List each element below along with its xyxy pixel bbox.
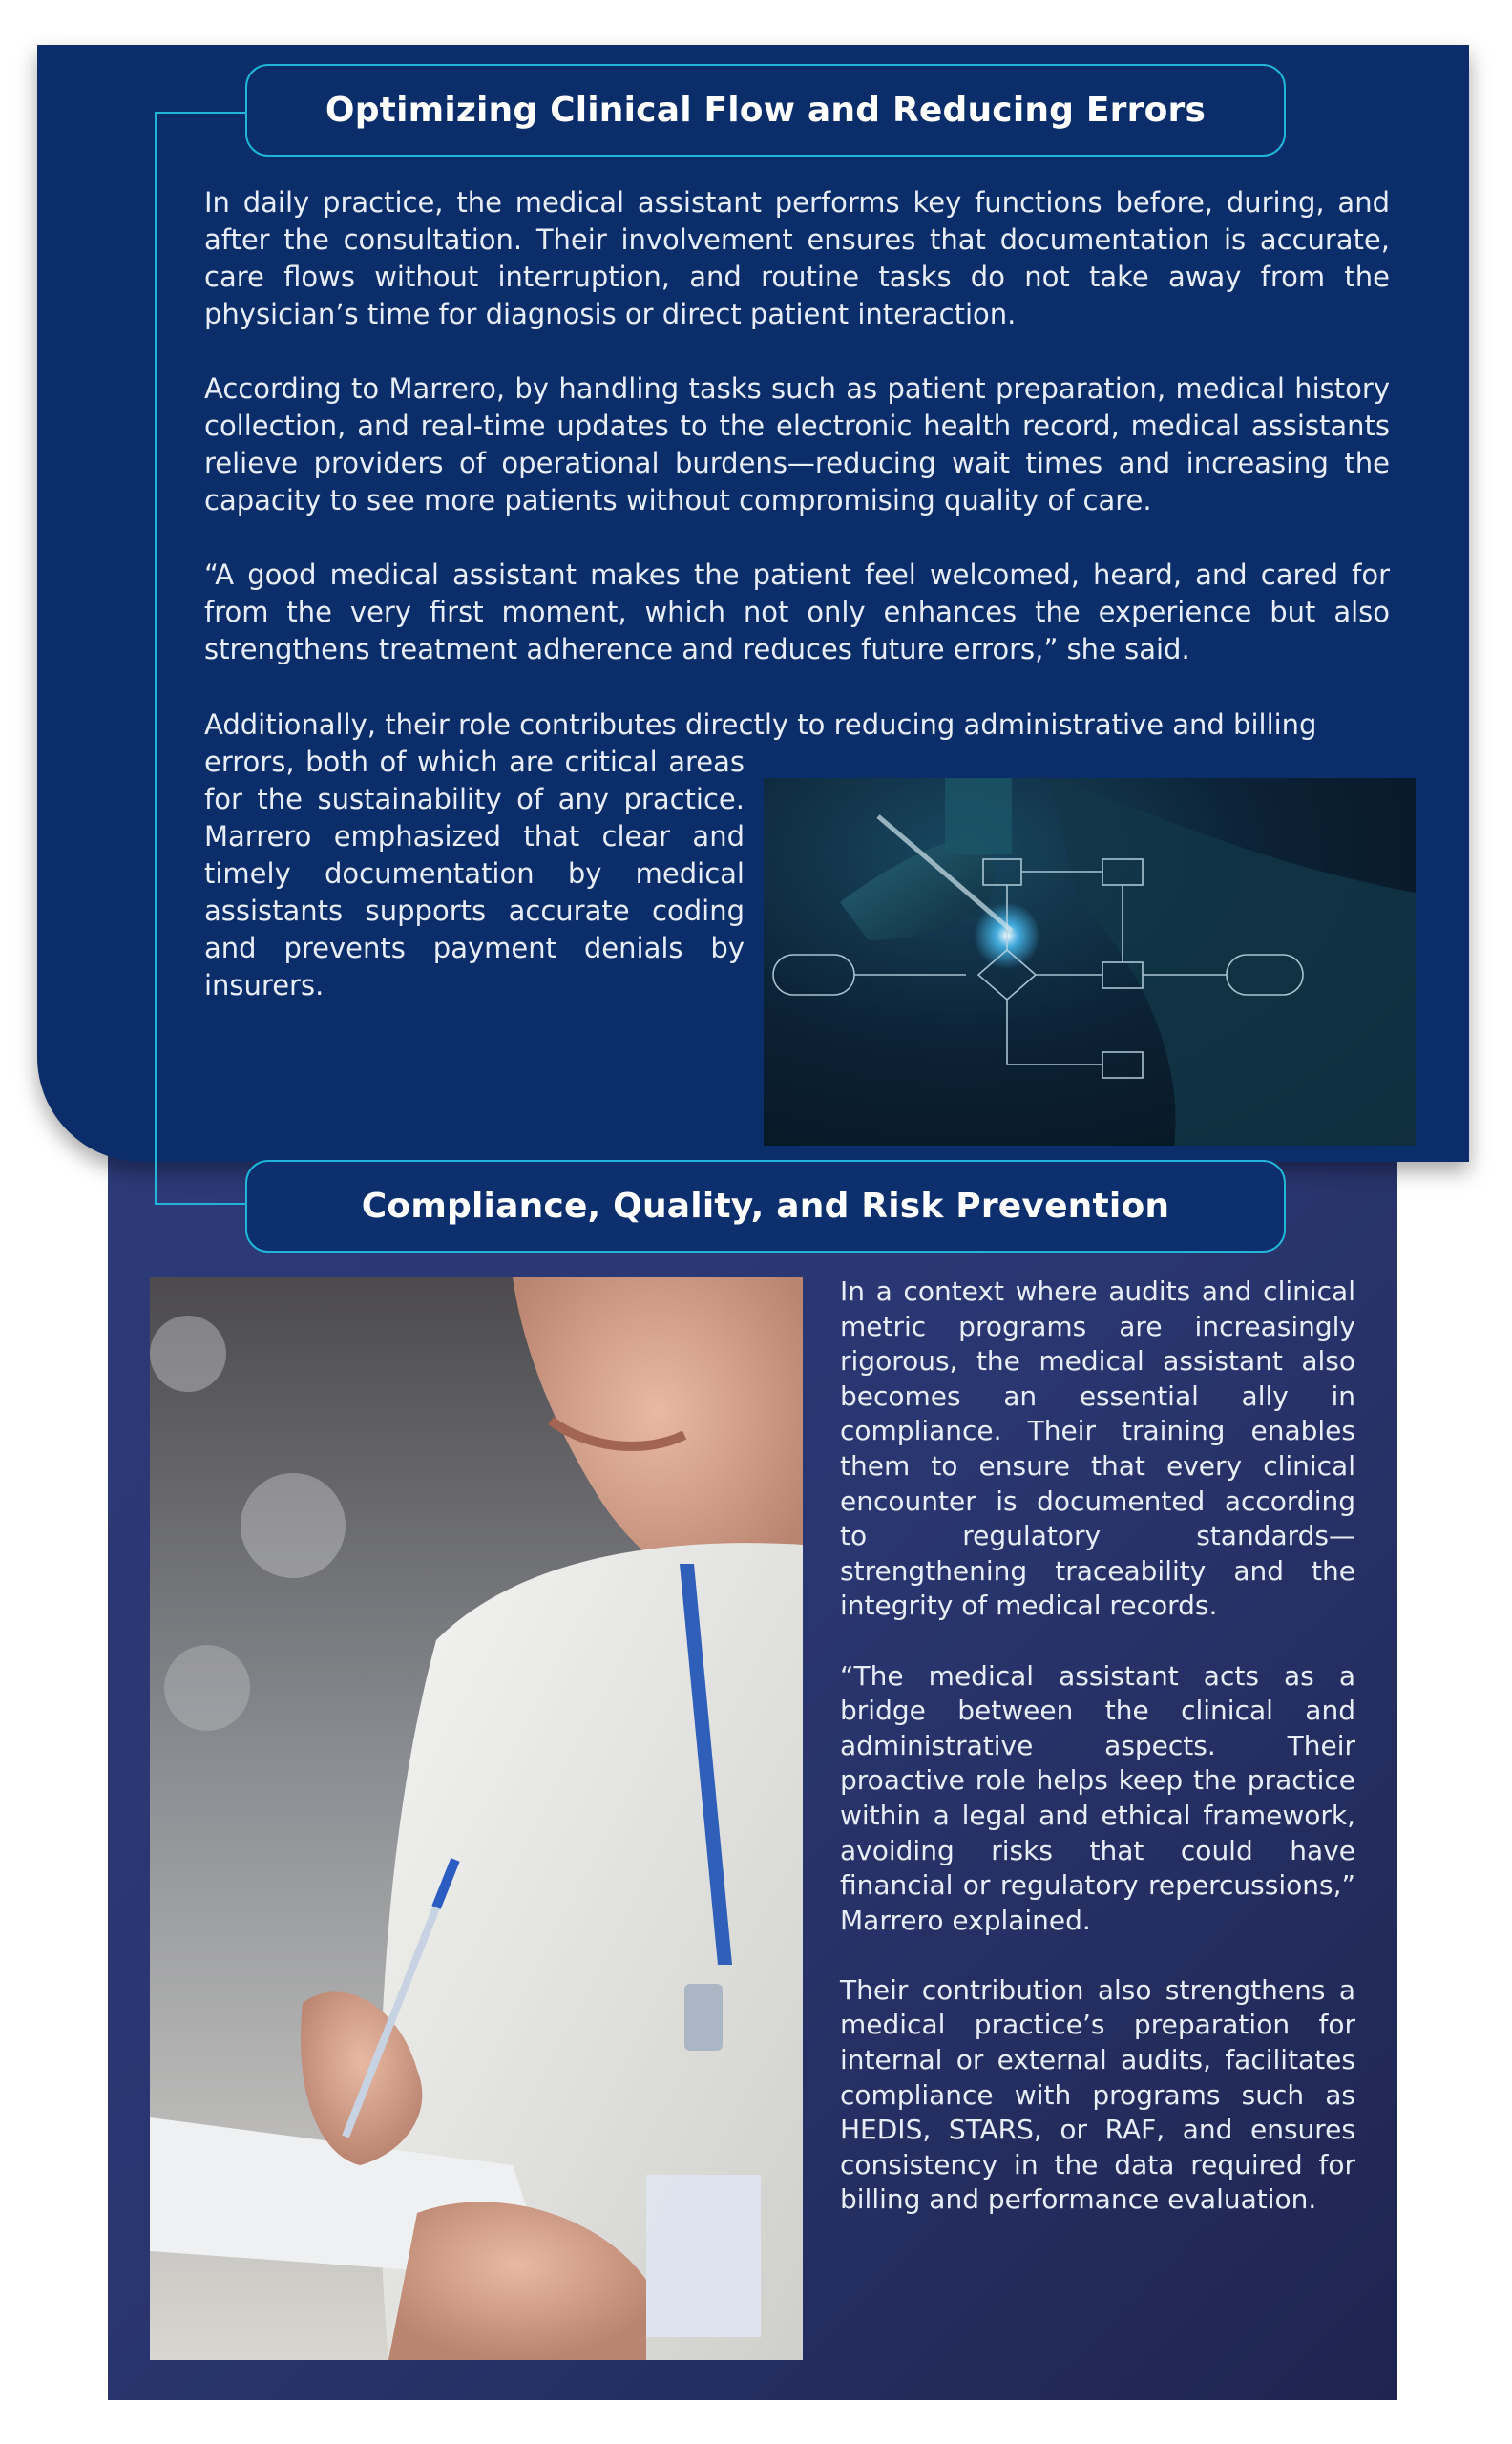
compliance-body xyxy=(840,1275,1355,2253)
paragraph: In daily practice, the medical assistant performs key functions before, during, and after the consultation. Their involvement ensures that documentation is accurate, care flows without interruption, and routine tasks do not take away from the physician’s time for diagnosis or direct patient interaction. xyxy=(204,186,1390,330)
paragraph: Their contribution also strengthens a medical practice’s preparation for internal or external audits, facilitates compliance with programs such as HEDIS, STARS, or RAF, and ensures consistency in the data required for billing and performance evaluation. xyxy=(840,1973,1355,2216)
assistant-illustration xyxy=(150,1277,803,2360)
flowchart-illustration xyxy=(764,778,1416,1146)
section-heading-compliance: Compliance, Quality, and Risk Prevention xyxy=(245,1160,1286,1253)
paragraph: “A good medical assistant makes the patient feel welcomed, heard, and cared for from the very first moment, which not only enhances the experience but also strengthens treatment adherence and reduces future errors,” she said. xyxy=(204,558,1390,665)
flowchart-hand-image xyxy=(764,778,1416,1146)
section-heading-clinical-flow: Optimizing Clinical Flow and Reducing Errors xyxy=(245,64,1286,157)
clinical-flow-body xyxy=(204,184,1390,706)
paragraph: According to Marrero, by handling tasks such as patient preparation, medical history collection, and real-time updates to the electronic health record, medical assistants relieve providers of operational burdens—reducing wait times and increasing the capacity to see more patients without compromising quality of care. xyxy=(204,372,1390,516)
assistant-writing-image xyxy=(150,1277,803,2360)
paragraph: “The medical assistant acts as a bridge between the clinical and administrative aspects. Their proactive role helps keep the practice within a legal and ethical framework, avoiding risks that could have financial or regulatory repercussions,” Marrero explained. xyxy=(840,1659,1355,1936)
paragraph: In a context where audits and clinical metric programs are increasingly rigorous, the medical assistant also becomes an essential ally in compliance. Their training enables them to ensure that every clinical encounter is documented according to regulatory standards—strengthening traceability and the integrity of medical records. xyxy=(840,1275,1355,1622)
paragraph-wrapped: errors, both of which are critical areas for the sustainability of any practice. Marrero emphasized that clear and timely documentation by medical assistants supports accurate coding and prevents payment denials by insurers. xyxy=(204,746,745,1001)
paragraph-first-line: Additionally, their role contributes directly to reducing administrative and billing xyxy=(204,708,1317,741)
